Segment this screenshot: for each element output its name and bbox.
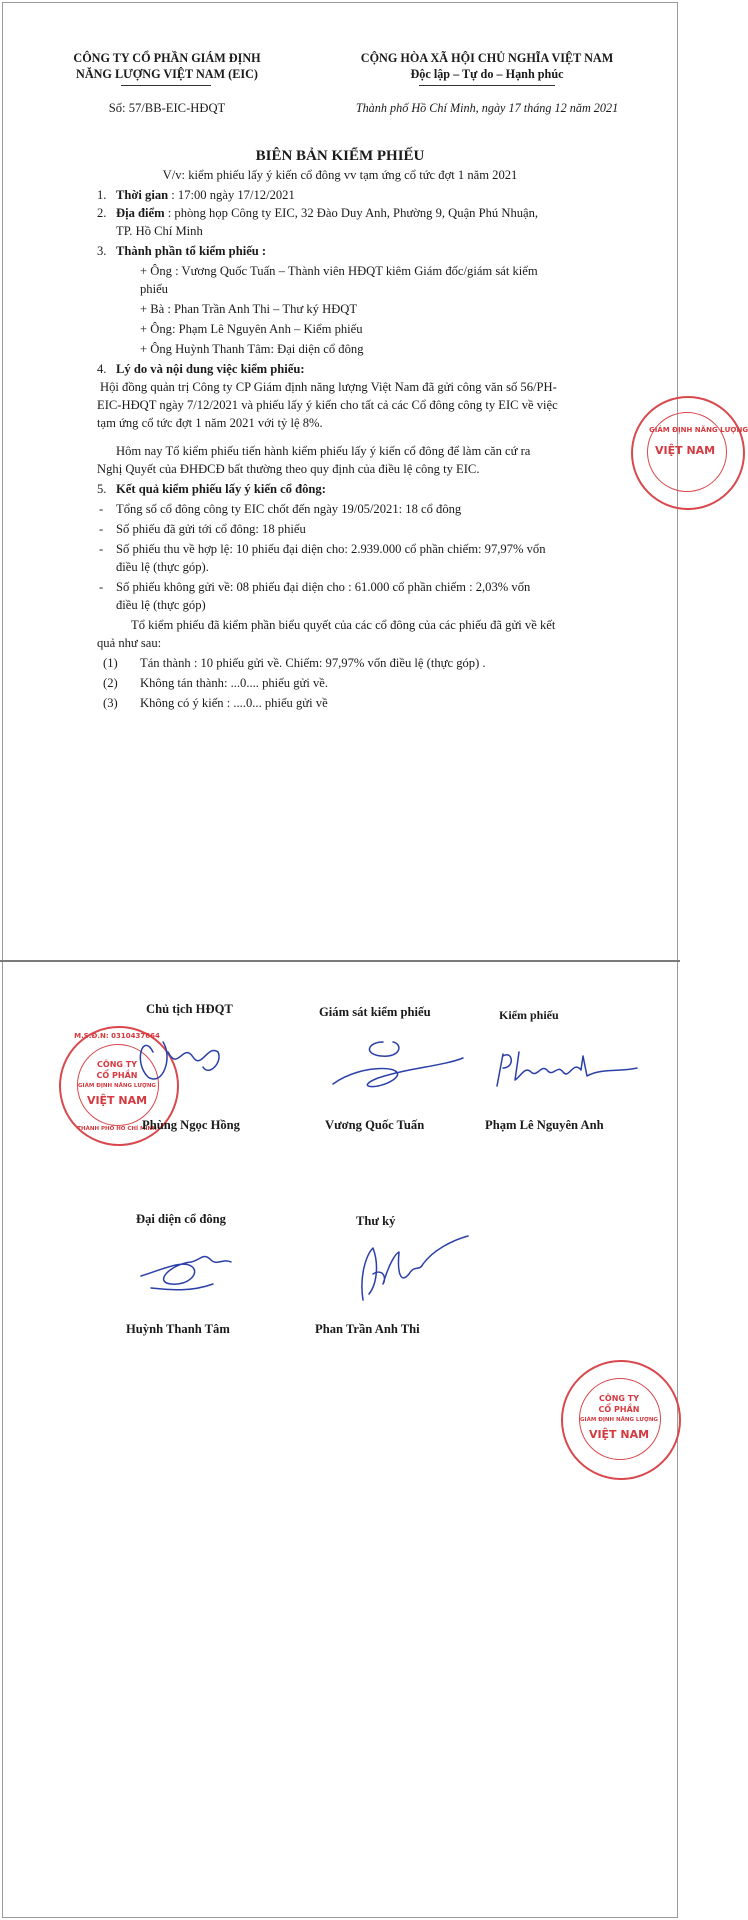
edge-stamp-page2 bbox=[561, 1360, 677, 1484]
company-name-line2: NĂNG LƯỢNG VIỆT NAM (EIC) bbox=[76, 67, 258, 81]
company-name-line1: CÔNG TY CỔ PHẦN GIÁM ĐỊNH bbox=[73, 51, 261, 65]
secretary-signature bbox=[343, 1224, 473, 1314]
shareholder-rep-role: Đại diện cổ đông bbox=[136, 1212, 226, 1226]
result-total-shareholders: Tổng số cổ đông công ty EIC chốt đến ngày 19/05/2021: 18 cổ đông bbox=[116, 502, 462, 516]
stamp-line1: CÔNG TY bbox=[97, 1060, 137, 1069]
chair-role: Chủ tịch HĐQT bbox=[146, 1002, 233, 1016]
stamp-line1: CÔNG TY bbox=[599, 1394, 639, 1403]
counter-signature bbox=[491, 1046, 641, 1096]
motto-underline bbox=[419, 85, 555, 86]
time-value: : 17:00 ngày 17/12/2021 bbox=[168, 188, 295, 202]
time-label: Thời gian bbox=[116, 188, 169, 202]
stamp-line2: CỔ PHẦN bbox=[96, 1071, 138, 1080]
location-value: : phòng họp Công ty EIC, 32 Đào Duy Anh, Phường 9, Quận Phú Nhuận, bbox=[164, 206, 539, 220]
vote-disapprove: Không tán thành: ...0.... phiếu gửi về. bbox=[140, 676, 329, 690]
page-2 bbox=[3, 962, 677, 1917]
shareholder-rep-signature bbox=[131, 1240, 241, 1300]
result-ballots-sent: Số phiếu đã gửi tới cổ đông: 18 phiếu bbox=[116, 522, 306, 536]
chair-name: Phùng Ngọc Hồng bbox=[142, 1118, 240, 1132]
stamp-line4: VIỆT NAM bbox=[86, 1094, 148, 1107]
stamp-line3: GIÁM ĐỊNH NĂNG LƯỢNG bbox=[580, 1417, 658, 1423]
section-4-number: 4. bbox=[97, 362, 107, 376]
vote-para-line1: Tổ kiểm phiếu đã kiểm phần biểu quyết của các cổ đông của các phiếu đã gửi về kết bbox=[131, 618, 556, 632]
company-underline bbox=[121, 85, 211, 86]
committee-member-2: + Bà : Phan Trần Anh Thi – Thư ký HĐQT bbox=[140, 302, 358, 316]
committee-member-4: + Ông Huỳnh Thanh Tâm: Đại diện cổ đông bbox=[140, 342, 364, 356]
doc-number: Số: 57/BB-EIC-HĐQT bbox=[108, 101, 226, 115]
result-missing-ballots: Số phiếu không gửi về: 08 phiếu đại diện cho : 61.000 cổ phần chiếm : 2,03% vốn bbox=[116, 580, 531, 594]
committee-member-3: + Ông: Phạm Lê Nguyên Anh – Kiểm phiếu bbox=[140, 322, 363, 336]
vote-1-number: (1) bbox=[103, 656, 118, 670]
stamp-text: GIÁM ĐỊNH NĂNG LƯỢNG bbox=[649, 426, 748, 434]
stamp-ring-text: M.S.Đ.N: 0310437664 bbox=[74, 1032, 160, 1040]
stamp-city: THÀNH PHỐ HỒ CHÍ MINH bbox=[77, 1126, 157, 1132]
bullet-dash: - bbox=[99, 580, 104, 594]
chair-signature bbox=[123, 1022, 233, 1092]
edge-stamp-page1 bbox=[631, 396, 748, 516]
bullet-dash: - bbox=[99, 542, 104, 556]
document-title: BIÊN BẢN KIỂM PHIẾU bbox=[255, 148, 425, 164]
nation-line1: CỘNG HÒA XÃ HỘI CHỦ NGHĨA VIỆT NAM bbox=[360, 51, 614, 65]
counter-name: Phạm Lê Nguyên Anh bbox=[485, 1118, 604, 1132]
reason-label: Lý do và nội dung việc kiểm phiếu: bbox=[116, 362, 305, 376]
section-1-number: 1. bbox=[97, 188, 107, 202]
page-1 bbox=[3, 3, 748, 960]
reason-para1-line2: EIC-HĐQT ngày 7/12/2021 và phiếu lấy ý kiến cho tất cả các Cổ đông công ty EIC về việc bbox=[97, 398, 558, 412]
bullet-dash: - bbox=[99, 522, 104, 536]
section-3-number: 3. bbox=[97, 244, 107, 258]
committee-member-1-cont: phiếu bbox=[140, 282, 168, 296]
vote-no-opinion: Không có ý kiến : ....0... phiếu gửi về bbox=[140, 696, 328, 710]
section-5-number: 5. bbox=[97, 482, 107, 496]
stamp-line4: VIỆT NAM bbox=[588, 1428, 650, 1441]
stamp-line2: CỔ PHẦN bbox=[598, 1405, 640, 1414]
vote-approve: Tán thành : 10 phiếu gửi về. Chiếm: 97,97% vốn điều lệ (thực góp) . bbox=[140, 656, 486, 670]
vote-2-number: (2) bbox=[103, 676, 118, 690]
section-location bbox=[116, 205, 538, 222]
section-time bbox=[116, 187, 295, 204]
supervisor-name: Vương Quốc Tuấn bbox=[325, 1118, 425, 1132]
company-header bbox=[47, 50, 287, 82]
committee-label: Thành phần tổ kiểm phiếu : bbox=[116, 244, 267, 258]
reason-para1-line3: tạm ứng cổ tức đợt 1 năm 2021 với tỷ lệ 8%. bbox=[97, 416, 323, 430]
section-2-number: 2. bbox=[97, 206, 107, 220]
vote-3-number: (3) bbox=[103, 696, 118, 710]
vote-para-line2: quả như sau: bbox=[97, 636, 162, 650]
shareholder-rep-name: Huỳnh Thanh Tâm bbox=[126, 1322, 230, 1336]
results-label: Kết quả kiểm phiếu lấy ý kiến cổ đông: bbox=[116, 482, 326, 496]
supervisor-role: Giám sát kiểm phiếu bbox=[319, 1005, 431, 1019]
supervisor-signature bbox=[323, 1022, 473, 1112]
result-valid-ballots-cont: điều lệ (thực góp). bbox=[116, 560, 209, 574]
reason-para1-line1: Hội đồng quản trị Công ty CP Giám định năng lượng Việt Nam đã gửi công văn số 56/PH- bbox=[100, 380, 557, 394]
result-valid-ballots: Số phiếu thu về hợp lệ: 10 phiếu đại diện cho: 2.939.000 cổ phần chiếm: 97,97% vốn bbox=[116, 542, 546, 556]
secretary-name: Phan Trần Anh Thi bbox=[315, 1322, 420, 1336]
location-value-line2: TP. Hồ Chí Minh bbox=[116, 224, 203, 238]
reason-para2-line2: Nghị Quyết của ĐHĐCĐ bất thường theo quy định của điều lệ công ty EIC. bbox=[97, 462, 480, 476]
reason-para2-line1: Hôm nay Tổ kiểm phiếu tiến hành kiểm phiếu lấy ý kiến cổ đông để làm căn cứ ra bbox=[116, 444, 531, 458]
result-missing-ballots-cont: điều lệ (thực góp) bbox=[116, 598, 206, 612]
bullet-dash: - bbox=[99, 502, 104, 516]
secretary-role: Thư ký bbox=[356, 1214, 396, 1228]
stamp-text: VIỆT NAM bbox=[655, 444, 716, 457]
nation-header bbox=[319, 50, 655, 82]
nation-motto: Độc lập – Tự do – Hạnh phúc bbox=[410, 67, 564, 81]
committee-member-1: + Ông : Vương Quốc Tuấn – Thành viên HĐQT kiêm Giám đốc/giám sát kiểm bbox=[140, 264, 538, 278]
counter-role: Kiểm phiếu bbox=[499, 1008, 559, 1022]
place-date: Thành phố Hồ Chí Minh, ngày 17 tháng 12 năm 2021 bbox=[355, 101, 619, 115]
location-label: Địa điểm bbox=[116, 206, 165, 220]
document-subtitle: V/v: kiểm phiếu lấy ý kiến cổ đông vv tạm ứng cổ tức đợt 1 năm 2021 bbox=[162, 168, 518, 182]
stamp-line3: GIÁM ĐỊNH NĂNG LƯỢNG bbox=[78, 1083, 156, 1089]
